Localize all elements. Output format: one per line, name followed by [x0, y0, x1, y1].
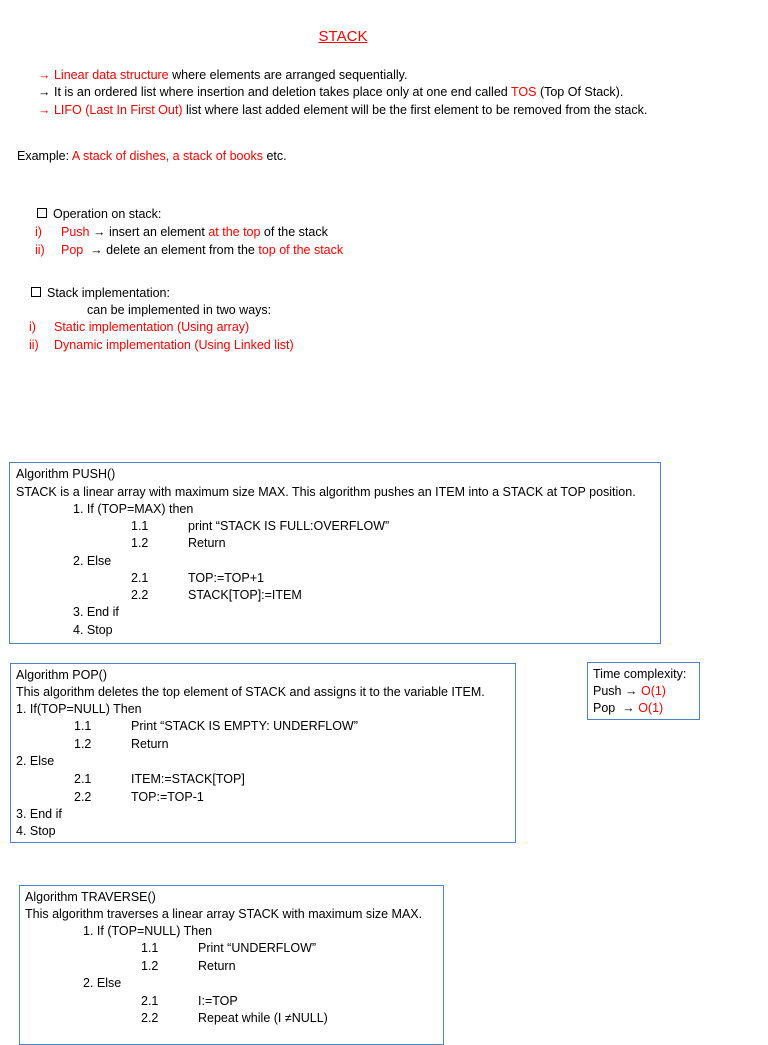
checkbox-icon	[37, 208, 47, 218]
implementation-static: i) Static implementation (Using array)	[29, 320, 250, 334]
pop-step-1-2: Return	[131, 737, 169, 751]
operation-pop: ii) Pop → delete an element from the top of the stack	[35, 243, 344, 257]
pop-step-1-1: Print “STACK IS EMPTY: UNDERFLOW”	[131, 719, 358, 733]
traverse-step-1-1: Print “UNDERFLOW”	[198, 941, 317, 955]
time-complexity-box	[587, 662, 700, 720]
traverse-step-2: 2. Else	[83, 976, 122, 990]
push-step-1-2: Return	[188, 536, 226, 550]
push-step-1-1: print “STACK IS FULL:OVERFLOW”	[188, 519, 390, 533]
push-step-2-1: TOP:=TOP+1	[188, 571, 264, 585]
push-step-4: 4. Stop	[73, 623, 113, 637]
arrow-icon: →	[90, 243, 103, 257]
push-step-2-2: STACK[TOP]:=ITEM	[188, 588, 302, 602]
push-step-3: 3. End if	[73, 605, 119, 619]
page-title: STACK	[318, 28, 368, 45]
implementation-dynamic: ii) Dynamic implementation (Using Linked list)	[29, 338, 294, 352]
example-line: Example: A stack of dishes, a stack of books etc.	[17, 149, 287, 163]
operations-heading: Operation on stack:	[37, 206, 161, 223]
arrow-icon: →	[92, 225, 106, 239]
arrow-icon: →	[38, 103, 51, 117]
implementation-subtext: can be implemented in two ways:	[87, 303, 272, 317]
operation-push: i) Push → insert an element at the top of the stack	[35, 225, 328, 239]
pop-algorithm-box: Algorithm POP() This algorithm deletes the top element of STACK and assigns it to the variable ITEM. 1. If(TOP=NULL) Then 1.1 Print “STACK IS EMPTY: UNDERFLOW” 1.2 Return 2. Else 2.1 ITEM:=STACK[TOP] 2.2 TOP:=TOP-1 3. End if 4. Stop	[10, 663, 516, 843]
pop-step-2-1: ITEM:=STACK[TOP]	[131, 772, 245, 786]
push-step-1: 1. If (TOP=MAX) then	[73, 502, 194, 516]
pop-step-2-2: TOP:=TOP-1	[131, 790, 204, 804]
arrow-icon: →	[38, 68, 51, 82]
push-algo-title: Algorithm PUSH()	[16, 467, 116, 481]
pop-step-1: 1. If(TOP=NULL) Then	[16, 702, 142, 716]
checkbox-icon	[31, 287, 41, 297]
pop-step-2: 2. Else	[16, 754, 55, 768]
complexity-pop: Pop → O(1)	[593, 701, 664, 715]
complexity-push: Push → O(1)	[593, 684, 666, 698]
pop-algo-desc: This algorithm deletes the top element of STACK and assigns it to the variable ITEM.	[16, 685, 485, 699]
arrow-icon: →	[622, 701, 635, 715]
bullet-line-1: → Linear data structure where elements are arranged sequentially.	[38, 68, 408, 82]
push-algorithm-box: Algorithm PUSH() STACK is a linear array with maximum size MAX. This algorithm pushes an ITEM into a STACK at TOP position. 1. If (TOP=MAX) then 1.1 print “STACK IS FULL:OVERFLOW” 1.2 Return 2. Else 2.1 TOP:=TOP+1 2.2 STACK[TOP]:=ITEM 3. End if 4. Stop	[9, 462, 661, 644]
pop-step-4: 4. Stop	[16, 824, 56, 838]
pop-algo-title: Algorithm POP()	[16, 668, 107, 682]
push-step-2: 2. Else	[73, 554, 112, 568]
traverse-algo-title: Algorithm TRAVERSE()	[25, 890, 156, 904]
pop-step-3: 3. End if	[16, 807, 62, 821]
traverse-algo-desc: This algorithm traverses a linear array STACK with maximum size MAX.	[25, 907, 423, 921]
arrow-icon: →	[38, 85, 51, 99]
implementation-heading: Stack implementation:	[31, 285, 170, 302]
arrow-icon: →	[624, 684, 638, 698]
traverse-step-2-1: I:=TOP	[198, 994, 238, 1008]
traverse-step-1: 1. If (TOP=NULL) Then	[83, 924, 213, 938]
traverse-algorithm-box: Algorithm TRAVERSE() This algorithm traverses a linear array STACK with maximum size MAX. 1. If (TOP=NULL) Then 1.1 Print “UNDERFLOW” 1.2 Return 2. Else 2.1 I:=TOP 2.2 Repeat while (I ≠NULL)	[19, 885, 444, 1045]
traverse-step-2-2: Repeat while (I ≠NULL)	[198, 1011, 328, 1025]
complexity-title: Time complexity:	[593, 667, 687, 681]
bullet-line-3: → LIFO (Last In First Out) list where last added element will be the first element to be removed from the stack.	[38, 103, 648, 117]
bullet-line-2: → It is an ordered list where insertion and deletion takes place only at one end called TOS (Top Of Stack).	[38, 85, 624, 99]
push-algo-desc: STACK is a linear array with maximum size MAX. This algorithm pushes an ITEM into a STACK at TOP position.	[16, 485, 636, 499]
traverse-step-1-2: Return	[198, 959, 236, 973]
